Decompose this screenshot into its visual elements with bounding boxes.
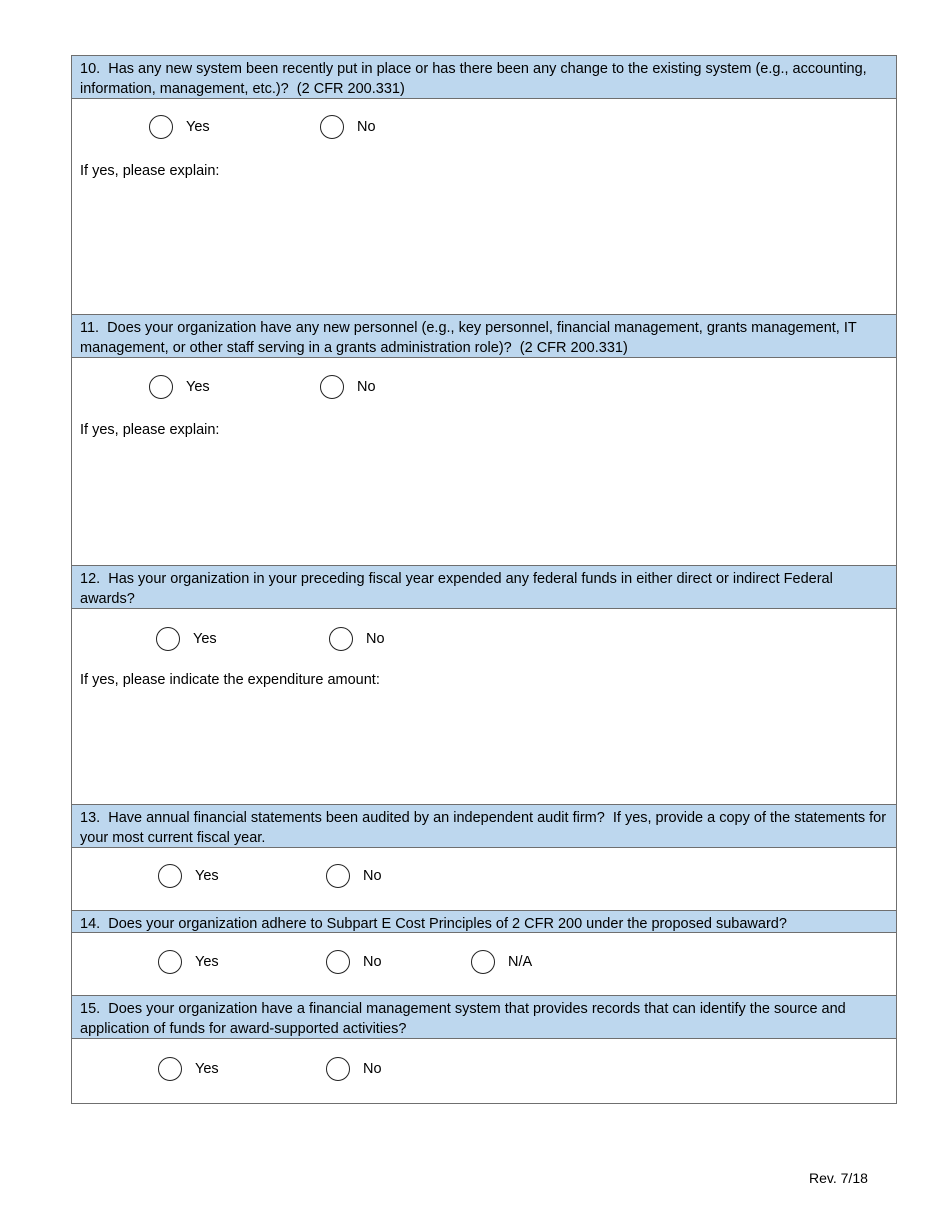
option-label: Yes: [186, 379, 210, 395]
question-10-header: [72, 56, 896, 99]
q12-answer-area[interactable]: [80, 695, 888, 798]
question-number: 14.: [80, 916, 101, 932]
question-text: Has any new system been recently put in place or has there been any change to the existing system (e.g., accounting, information, management, etc.)? (2 CFR 200.331): [80, 61, 871, 97]
radio-button[interactable]: [326, 950, 350, 974]
q11-option-no[interactable]: [320, 375, 376, 399]
option-label: Yes: [195, 954, 219, 970]
option-label: Yes: [195, 1061, 219, 1077]
q12-option-yes[interactable]: [156, 627, 217, 651]
radio-button[interactable]: [329, 627, 353, 651]
question-number: 15.: [80, 1001, 101, 1017]
question-10-body: [72, 99, 896, 315]
q10-option-yes[interactable]: [149, 115, 210, 139]
option-label: No: [357, 379, 376, 395]
q15-option-no[interactable]: [326, 1057, 382, 1081]
option-label: N/A: [508, 954, 533, 970]
q10-option-no[interactable]: [320, 115, 376, 139]
option-label: No: [363, 954, 382, 970]
radio-button[interactable]: [158, 864, 182, 888]
radio-button[interactable]: [156, 627, 180, 651]
question-12-body: [72, 609, 896, 805]
radio-button[interactable]: [326, 1057, 350, 1081]
q14-option-na[interactable]: [471, 950, 532, 974]
radio-button[interactable]: [158, 1057, 182, 1081]
question-text: Does your organization have any new personnel (e.g., key personnel, financial management, grants management, IT management, or other staff serving in a grants administration role)? (2 CFR 200.331): [80, 320, 861, 356]
question-15-body: [72, 1039, 896, 1103]
question-number: 12.: [80, 571, 101, 587]
question-11-header: [72, 315, 896, 358]
q11-option-yes[interactable]: [149, 375, 210, 399]
radio-button[interactable]: [149, 375, 173, 399]
question-number: 13.: [80, 810, 101, 826]
radio-button[interactable]: [471, 950, 495, 974]
explain-label: If yes, please explain:: [80, 163, 220, 179]
question-text: Does your organization have a financial management system that provides records that can identify the source and application of funds for award-supported activities?: [80, 1001, 850, 1037]
question-12-header: [72, 566, 896, 609]
option-label: Yes: [186, 119, 210, 135]
question-15-header: [72, 996, 896, 1039]
question-number: 11.: [80, 320, 100, 336]
question-number: 10.: [80, 61, 101, 77]
option-label: No: [366, 631, 385, 647]
q12-option-no[interactable]: [329, 627, 385, 651]
q13-option-no[interactable]: [326, 864, 382, 888]
q14-option-yes[interactable]: [158, 950, 219, 974]
question-text: Have annual financial statements been audited by an independent audit firm? If yes, provide a copy of the statements for your most current fiscal year.: [80, 810, 891, 846]
q10-answer-area[interactable]: [80, 185, 888, 308]
explain-label: If yes, please explain:: [80, 422, 220, 438]
radio-button[interactable]: [149, 115, 173, 139]
radio-button[interactable]: [320, 115, 344, 139]
questionnaire-form: [71, 55, 897, 1104]
expenditure-label: If yes, please indicate the expenditure amount:: [80, 672, 380, 688]
q14-option-no[interactable]: [326, 950, 382, 974]
question-11-body: [72, 358, 896, 566]
question-13-header: [72, 805, 896, 848]
question-14-header: [72, 911, 896, 933]
option-label: No: [363, 1061, 382, 1077]
radio-button[interactable]: [320, 375, 344, 399]
radio-button[interactable]: [326, 864, 350, 888]
option-label: No: [363, 868, 382, 884]
question-13-body: [72, 848, 896, 911]
question-text: Does your organization adhere to Subpart E Cost Principles of 2 CFR 200 under the proposed subaward?: [108, 916, 787, 932]
radio-button[interactable]: [158, 950, 182, 974]
option-label: Yes: [195, 868, 219, 884]
option-label: Yes: [193, 631, 217, 647]
option-label: No: [357, 119, 376, 135]
q13-option-yes[interactable]: [158, 864, 219, 888]
revision-label: Rev. 7/18: [809, 1170, 868, 1186]
question-text: Has your organization in your preceding fiscal year expended any federal funds in either direct or indirect Federal awards?: [80, 571, 837, 607]
q15-option-yes[interactable]: [158, 1057, 219, 1081]
question-14-body: [72, 933, 896, 996]
q11-answer-area[interactable]: [80, 444, 888, 559]
